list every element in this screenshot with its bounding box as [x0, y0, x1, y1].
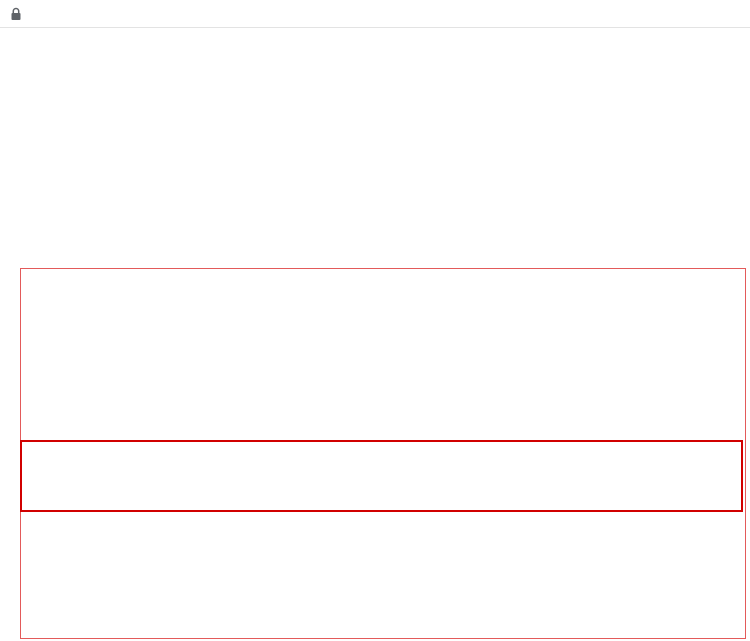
lock-icon[interactable] — [8, 6, 24, 22]
rntrc-highlight-box — [20, 440, 743, 512]
page-content — [0, 28, 750, 641]
veictracao-group-outline — [20, 268, 746, 639]
address-bar[interactable] — [0, 0, 750, 28]
